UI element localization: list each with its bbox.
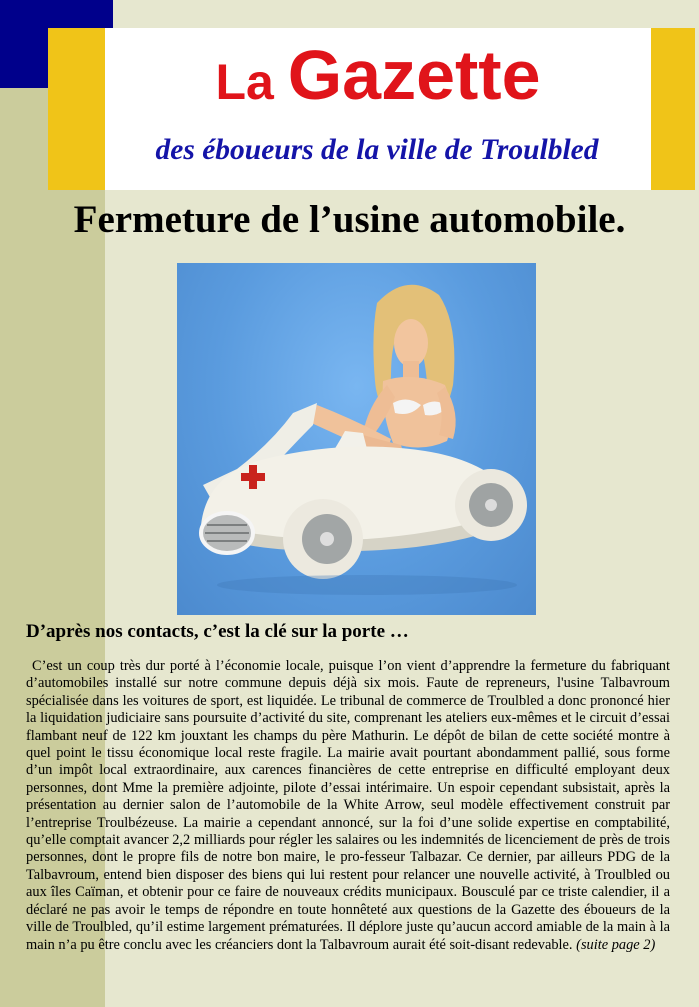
- article-headline: Fermeture de l’usine automobile.: [73, 198, 626, 241]
- article-body: [26, 658, 670, 954]
- article-paragraph: [26, 658, 670, 954]
- masthead: [105, 28, 651, 190]
- title-name: Gazette: [287, 36, 541, 114]
- newspaper-subtitle: des éboueurs de la ville de Troulbled: [155, 134, 599, 166]
- title-article: La: [215, 54, 288, 110]
- article-photo: [177, 263, 536, 615]
- article-paragraph-text: C’est un coup très dur porté à l’économie locale, puisque l’on vient d’apprendre la fermeture du fabriquant d’automobiles installé sur notre commune depuis déjà six mois. Faute de repreneurs, l'usine Talbavroum spécialisée dans les voitures de sport, est liquidée. Le tribunal de commerce de Troulbled a donc prononcé hier la liquidation judiciaire sans poursuite d’activité du site, comprenant les ateliers eux-mêmes et le circuit d’essai flambant neuf de 122 km jouxtant les champs du père Mathurin. Le dépôt de bilan de cette société montre à quel point le tissu économique local reste fragile. La mairie avait pourtant abondamment pallié, sous forme d’un impôt local extraordinaire, aux carences financières de cette entreprise en difficulté employant deux personnes, dont Mme la première adjointe, pilote d’essai intérimaire. Un espoir cependant subsistait, après la présentation au dernier salon de l’automobile de la White Arrow, seul modèle effectivement construit par l’entreprise Troulbézeuse. La mairie a cependant annoncé, sur la foi d’une solide expertise en comptabilité, qu’elle comptait avancer 2,2 milliards pour régler les salaires ou les indemnités de licenciement de près de trois personnes, dont le propre fils de notre bon maire, le pro-fesseur Talbazar. Ce dernier, par ailleurs PDG de la Talbavroum, entend bien disposer des biens qui lui restent pour relancer une nouvelle activité, à Troulbled ou aux îles Caïman, et obtenir pour ce faire de nouveaux crédits municipaux. Bousculé par ce triste calendier, il a déclaré ne pas avoir le temps de répondre en toute honnêteté aux questions de la Gazette des éboueurs de la ville de Troulbled, qu’il estime largement prématurées. Il déplore juste qu’aucun accord amiable de la main à la main n’a pu être conclu avec les créanciers dont la Talbavroum aurait été soit-disant redevable.: [26, 658, 670, 953]
- pedal-car-photo-illustration: [177, 263, 536, 615]
- article-subheading: D’après nos contacts, c’est la clé sur la porte …: [26, 621, 409, 642]
- continuation-note: (suite page 2): [576, 936, 656, 953]
- newspaper-title: [105, 36, 651, 114]
